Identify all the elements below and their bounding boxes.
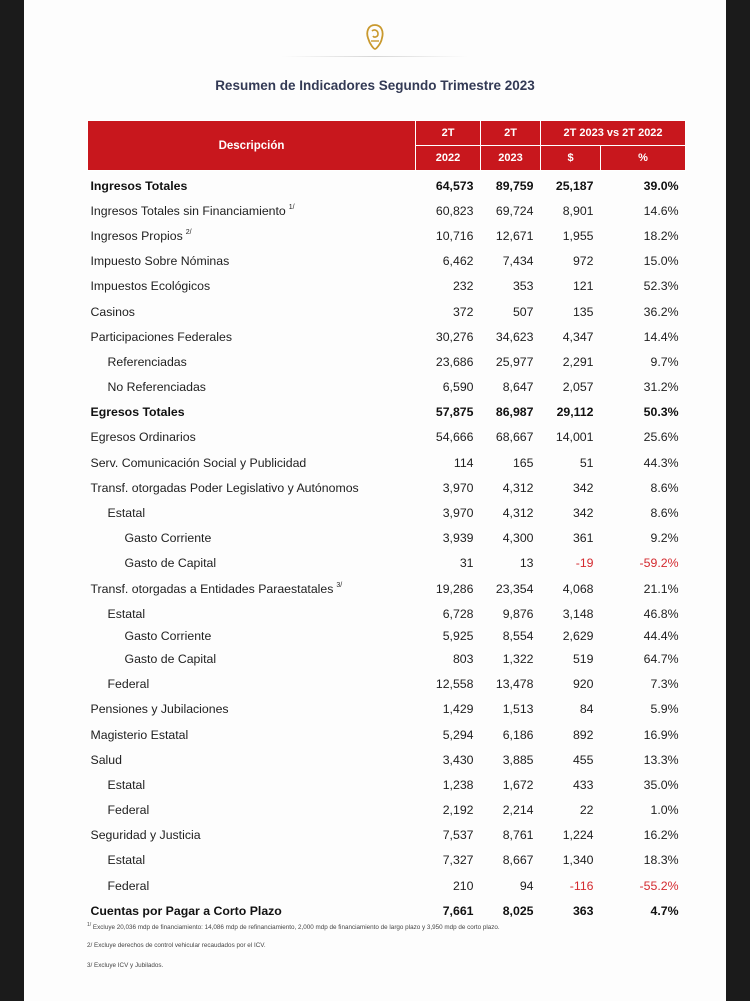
value-2023: 86,987 xyxy=(495,405,534,420)
value-2022: 5,925 xyxy=(442,629,474,644)
value-diff: 29,112 xyxy=(556,405,594,420)
value-2022: 372 xyxy=(452,304,474,319)
value-pct: 35.0% xyxy=(643,777,679,792)
value-diff: 363 xyxy=(572,903,594,918)
footnote-1 xyxy=(87,922,687,942)
table-row xyxy=(88,697,686,722)
value-pct: 13.3% xyxy=(643,752,679,767)
header-2023: 2023 xyxy=(481,146,541,171)
value-pct: 64.7% xyxy=(643,651,679,666)
table-row xyxy=(88,375,686,400)
value-2023: 13 xyxy=(519,556,534,571)
value-diff: 342 xyxy=(572,480,594,495)
table-row xyxy=(88,500,686,525)
value-2022: 3,970 xyxy=(442,480,474,495)
value-2022: 23,686 xyxy=(435,354,474,369)
footnotes xyxy=(87,922,687,982)
value-2023: 34,623 xyxy=(495,329,534,344)
table-row xyxy=(88,772,686,797)
table-row xyxy=(88,646,686,671)
value-2022: 7,537 xyxy=(442,828,474,843)
row-label: Impuestos Ecológicos xyxy=(90,279,211,294)
value-2023: 12,671 xyxy=(495,228,534,243)
value-2022: 64,573 xyxy=(435,178,474,193)
value-2022: 57,875 xyxy=(435,405,474,420)
row-label: Transf. otorgadas Poder Legislativo y Autónomos xyxy=(90,480,359,495)
value-2022: 54,666 xyxy=(435,430,474,445)
table-row xyxy=(88,274,686,299)
value-pct: 14.6% xyxy=(643,203,679,218)
value-diff: 3,148 xyxy=(562,606,594,621)
value-2022: 803 xyxy=(452,651,474,666)
page-title: Resumen de Indicadores Segundo Trimestre 2023 xyxy=(215,78,535,93)
row-label xyxy=(88,198,416,223)
value-2022: 1,238 xyxy=(442,777,474,792)
value-pct: 16.9% xyxy=(643,727,679,742)
document-page xyxy=(24,0,726,1001)
row-label: No Referenciadas xyxy=(107,380,206,395)
value-2022: 5,294 xyxy=(442,727,474,742)
value-2023: 7,434 xyxy=(502,254,534,269)
table-row xyxy=(88,349,686,374)
row-label: Salud xyxy=(90,752,122,767)
footnote-mark: 1/ xyxy=(288,203,295,211)
value-diff: 22 xyxy=(579,803,594,818)
value-diff: 1,955 xyxy=(562,228,594,243)
value-diff: 519 xyxy=(572,651,594,666)
value-2023: 4,300 xyxy=(502,531,534,546)
header-compare: 2T 2023 vs 2T 2022 xyxy=(541,121,686,146)
value-2022: 7,661 xyxy=(442,903,474,918)
value-diff: 121 xyxy=(572,279,594,294)
value-2022: 19,286 xyxy=(435,581,474,596)
table-row xyxy=(88,400,686,425)
value-2023: 507 xyxy=(512,304,534,319)
value-pct: 7.3% xyxy=(650,677,679,692)
table-row xyxy=(88,324,686,349)
table-row xyxy=(88,601,686,626)
row-label: Ingresos Totales xyxy=(90,178,188,193)
row-label: Federal xyxy=(107,878,150,893)
value-diff: 4,347 xyxy=(562,329,594,344)
value-diff: 14,001 xyxy=(555,430,594,445)
value-2022: 210 xyxy=(452,878,474,893)
value-2023: 165 xyxy=(512,455,534,470)
footnote-mark: 3/ xyxy=(336,581,343,589)
value-diff: 51 xyxy=(579,455,594,470)
value-2022: 60,823 xyxy=(435,203,474,218)
value-2022: 31 xyxy=(459,556,474,571)
value-2022: 10,716 xyxy=(435,228,474,243)
value-2022: 7,327 xyxy=(442,853,474,868)
table-row xyxy=(88,551,686,576)
value-2022: 1,429 xyxy=(442,702,474,717)
value-2023: 8,761 xyxy=(502,828,534,843)
table-header xyxy=(88,121,686,171)
header-2t-2022-top: 2T xyxy=(416,121,481,146)
row-label: Gasto de Capital xyxy=(124,556,217,571)
row-label xyxy=(88,576,416,601)
row-label: Gasto Corriente xyxy=(124,629,212,644)
value-2023: 6,186 xyxy=(502,727,534,742)
header-descripcion: Descripción xyxy=(88,121,416,171)
value-pct: 31.2% xyxy=(643,380,679,395)
table-row xyxy=(88,526,686,551)
value-2022: 6,728 xyxy=(442,606,474,621)
value-2022: 6,462 xyxy=(442,254,474,269)
value-pct: 21.1% xyxy=(643,581,679,596)
value-2022: 232 xyxy=(452,279,474,294)
value-pct: -59.2% xyxy=(639,556,679,571)
header-pct-change: % xyxy=(601,146,686,171)
value-diff: 25,187 xyxy=(555,178,594,193)
value-diff: 920 xyxy=(572,677,594,692)
value-pct: 8.6% xyxy=(650,480,679,495)
table-row xyxy=(88,171,686,199)
footnote-1-mark: 1/ xyxy=(87,922,92,928)
value-pct: 14.4% xyxy=(643,329,679,344)
value-2023: 9,876 xyxy=(502,606,534,621)
row-label: Federal xyxy=(107,803,150,818)
row-label: Impuesto Sobre Nóminas xyxy=(90,254,230,269)
row-label: Seguridad y Justicia xyxy=(90,828,201,843)
value-2023: 1,513 xyxy=(502,702,534,717)
value-2023: 89,759 xyxy=(495,178,534,193)
table-row xyxy=(88,198,686,223)
value-pct: -55.2% xyxy=(639,878,679,893)
row-label: Estatal xyxy=(107,606,146,621)
value-2022: 3,970 xyxy=(442,506,474,521)
value-diff: 4,068 xyxy=(562,581,594,596)
value-2023: 4,312 xyxy=(502,480,534,495)
table-row xyxy=(88,299,686,324)
value-diff: 342 xyxy=(572,506,594,521)
row-label: Casinos xyxy=(90,304,135,319)
footnote-3: 3/ Excluye ICV y Jubilados. xyxy=(87,962,164,969)
value-2022: 114 xyxy=(453,455,474,470)
row-label-text: Transf. otorgadas a Entidades Paraestatales xyxy=(90,581,334,596)
state-emblem-icon xyxy=(362,22,388,52)
indicators-table xyxy=(87,120,686,923)
value-2023: 68,667 xyxy=(495,430,534,445)
value-2023: 8,554 xyxy=(502,629,534,644)
value-diff: 2,057 xyxy=(562,380,594,395)
value-diff: 892 xyxy=(572,727,594,742)
value-pct: 18.3% xyxy=(643,853,679,868)
row-label: Referenciadas xyxy=(107,354,187,369)
value-pct: 16.2% xyxy=(643,828,679,843)
table-row xyxy=(88,425,686,450)
value-pct: 39.0% xyxy=(643,178,679,193)
value-2023: 8,647 xyxy=(502,380,534,395)
value-pct: 25.6% xyxy=(643,430,679,445)
value-2022: 3,430 xyxy=(442,752,474,767)
footnote-mark: 2/ xyxy=(185,228,192,236)
value-pct: 46.8% xyxy=(643,606,679,621)
value-2023: 1,322 xyxy=(502,651,534,666)
value-2023: 69,724 xyxy=(495,203,534,218)
value-diff: 972 xyxy=(572,254,594,269)
header-2022: 2022 xyxy=(416,146,481,171)
value-pct: 36.2% xyxy=(643,304,679,319)
value-2022: 3,939 xyxy=(442,531,474,546)
value-pct: 15.0% xyxy=(643,254,679,269)
row-label: Magisterio Estatal xyxy=(90,727,189,742)
row-label: Egresos Totales xyxy=(90,405,185,420)
table-row xyxy=(88,626,686,646)
value-2023: 8,667 xyxy=(502,853,534,868)
footnote-2: 2/ Excluye derechos de control vehicular recaudados por el ICV. xyxy=(87,942,266,949)
value-2022: 2,192 xyxy=(442,803,474,818)
value-2022: 6,590 xyxy=(442,380,474,395)
row-label: Estatal xyxy=(107,506,146,521)
value-pct: 18.2% xyxy=(643,228,679,243)
value-diff: 361 xyxy=(572,531,594,546)
value-diff: 455 xyxy=(572,752,594,767)
value-diff: 433 xyxy=(572,777,594,792)
value-2023: 23,354 xyxy=(495,581,534,596)
value-2023: 25,977 xyxy=(495,354,534,369)
table-row xyxy=(88,223,686,248)
value-pct: 44.4% xyxy=(643,629,679,644)
header-abs-change: $ xyxy=(541,146,601,171)
row-label-text: Ingresos Propios xyxy=(90,228,183,243)
table-row xyxy=(88,848,686,873)
table-row xyxy=(88,576,686,601)
table-row xyxy=(88,722,686,747)
value-pct: 4.7% xyxy=(650,903,679,918)
value-pct: 50.3% xyxy=(643,405,679,420)
value-2023: 13,478 xyxy=(495,677,534,692)
value-2023: 8,025 xyxy=(502,903,534,918)
value-2022: 12,558 xyxy=(435,677,474,692)
value-2023: 2,214 xyxy=(502,803,534,818)
row-label: Participaciones Federales xyxy=(90,329,232,344)
value-2023: 4,312 xyxy=(502,506,534,521)
table-row xyxy=(88,798,686,823)
value-diff: 84 xyxy=(579,702,594,717)
table-row xyxy=(88,249,686,274)
value-pct: 5.9% xyxy=(650,702,679,717)
table-row xyxy=(88,672,686,697)
value-2023: 1,672 xyxy=(502,777,534,792)
value-diff: 2,629 xyxy=(562,629,594,644)
row-label-text: Ingresos Totales sin Financiamiento xyxy=(90,203,286,218)
row-label: Estatal xyxy=(107,853,146,868)
table-row xyxy=(88,475,686,500)
value-pct: 9.2% xyxy=(650,531,679,546)
table-row xyxy=(88,898,686,923)
value-diff: 2,291 xyxy=(562,354,594,369)
value-pct: 52.3% xyxy=(643,279,679,294)
row-label: Serv. Comunicación Social y Publicidad xyxy=(90,455,307,470)
value-2023: 3,885 xyxy=(502,752,534,767)
value-diff: 1,224 xyxy=(562,828,594,843)
row-label xyxy=(88,223,416,248)
value-diff: -19 xyxy=(575,556,594,571)
row-label: Gasto Corriente xyxy=(124,531,212,546)
table-row xyxy=(88,747,686,772)
table-row xyxy=(88,450,686,475)
logo-divider xyxy=(282,56,468,57)
value-pct: 9.7% xyxy=(650,354,679,369)
value-diff: 135 xyxy=(572,304,594,319)
value-diff: 1,340 xyxy=(562,853,594,868)
row-label: Estatal xyxy=(107,777,146,792)
header-2t-2023-top: 2T xyxy=(481,121,541,146)
value-diff: 8,901 xyxy=(562,203,594,218)
value-2023: 94 xyxy=(519,878,534,893)
row-label: Gasto de Capital xyxy=(124,651,217,666)
value-2022: 30,276 xyxy=(435,329,474,344)
row-label: Cuentas por Pagar a Corto Plazo xyxy=(90,903,282,918)
table-row xyxy=(88,823,686,848)
row-label: Federal xyxy=(107,677,150,692)
row-label: Egresos Ordinarios xyxy=(90,430,196,445)
value-diff: -116 xyxy=(569,878,594,893)
value-pct: 1.0% xyxy=(650,803,679,818)
value-pct: 44.3% xyxy=(643,455,679,470)
footnote-1-text: Excluye 20,036 mdp de financiamiento: 14,086 mdp de refinanciamiento, 2,000 mdp de financiamiento de largo plazo y 3,950 mdp de corto plazo. xyxy=(91,924,500,931)
value-pct: 8.6% xyxy=(650,506,679,521)
table-row xyxy=(88,873,686,898)
row-label: Pensiones y Jubilaciones xyxy=(90,702,229,717)
value-2023: 353 xyxy=(512,279,534,294)
